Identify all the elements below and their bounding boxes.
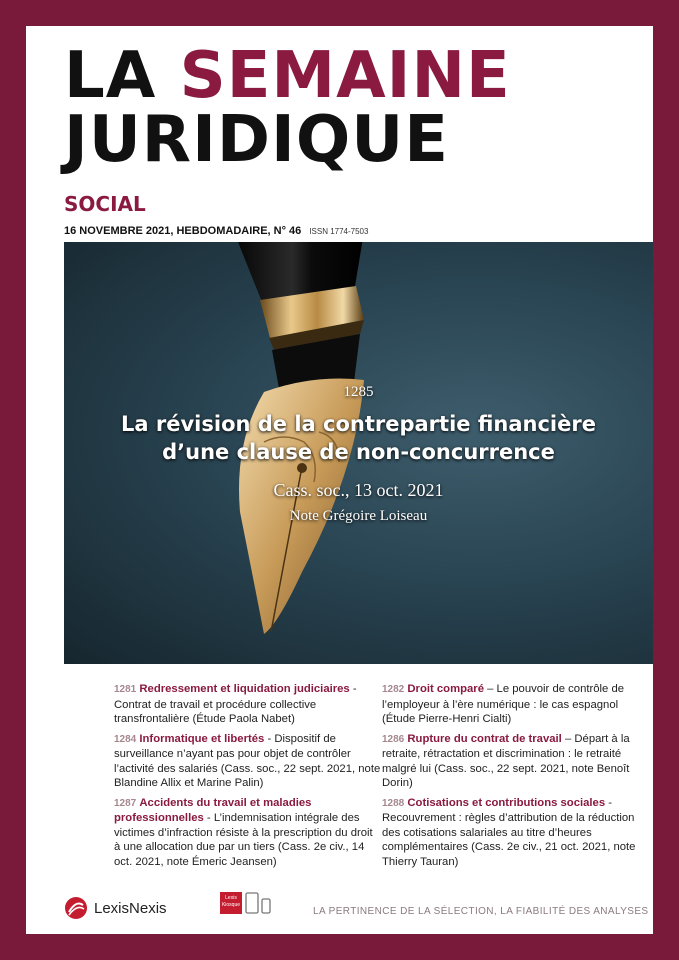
kiosque-label-2: Kiosque	[221, 902, 241, 908]
section-label: SOCIAL	[64, 192, 146, 216]
toc-entry[interactable]	[114, 796, 382, 870]
phone-icon	[261, 898, 271, 914]
toc-entry[interactable]	[382, 682, 636, 727]
toc-number: 1286	[382, 733, 405, 745]
lexisnexis-logo-icon	[64, 896, 88, 920]
masthead-word-juridique: JURIDIQUE	[64, 103, 449, 177]
toc-number: 1281	[114, 684, 137, 695]
toc-heading: Cotisations et contributions sociales	[407, 796, 606, 809]
toc-number: 1282	[382, 684, 405, 695]
masthead-word-la: LA	[64, 39, 180, 113]
toc-text: - Dispositif de surveillance n’ayant pas pour objet de contrôler l’activité des salariés (Cass. soc., 22 sept. 2021, note Blandine Allix et Marine Palin)	[114, 732, 381, 789]
toc-text: - Contrat de travail et procédure collective transfrontalière (Étude Paola Nabet)	[114, 683, 357, 725]
toc-number: 1284	[114, 733, 137, 745]
toc-left-column	[114, 682, 382, 874]
kiosque-badge	[220, 892, 242, 914]
cover-story-title-line-2: d’une clause de non-concurrence	[162, 440, 555, 464]
toc-heading: Droit comparé	[407, 683, 484, 695]
cover-story-note: Note Grégoire Loiseau	[289, 508, 428, 524]
toc-heading: Accidents du travail et maladies professionnelles	[114, 796, 312, 824]
issn: ISSN 1774-7503	[309, 227, 369, 236]
toc-text: – Départ à la retraite, rétractation et discrimination : le retraité malgré lui (Cass. soc., 22 sept. 2021, note Benoît Dorin)	[382, 732, 630, 789]
toc-text: – Le pouvoir de contrôle de l’employeur à l’ère numérique : le cas espagnol (Étude Pierre-Henri Cialti)	[382, 683, 625, 725]
toc-heading: Rupture du contrat de travail	[407, 732, 562, 745]
kiosque-label-1: Lexis	[225, 895, 237, 901]
cover-story-citation: Cass. soc., 13 oct. 2021	[273, 480, 444, 500]
cover-story-title-line-1: La révision de la contrepartie financière	[121, 412, 596, 436]
masthead	[64, 39, 511, 177]
toc-entry[interactable]	[382, 732, 636, 791]
cover-story-number: 1285	[343, 384, 374, 400]
toc-heading: Informatique et libertés	[139, 732, 265, 745]
masthead-word-semaine: SEMAINE	[179, 39, 511, 113]
toc-text: - Recouvrement : règles d’attribution de la réduction des cotisations salariales au titre d’heures complémentaires (Cass. 2e civ., 21 oct. 2021, note Thierry Tauran)	[382, 796, 636, 868]
masthead-line-1	[64, 39, 511, 113]
footer-tagline: LA PERTINENCE DE LA SÉLECTION, LA FIABILITÉ DES ANALYSES	[313, 906, 649, 917]
toc-entry[interactable]	[382, 796, 636, 870]
toc-right-column	[382, 682, 636, 874]
cover-page	[26, 26, 653, 934]
lexisnexis-brand: LexisNexis	[94, 899, 167, 917]
toc-text: - L’indemnisation intégrale des victimes d’infraction résiste à la prescription du droit à une allocation due par un tiers (Cass. 2e civ., 14 oct. 2021, note Émeric Jeansen)	[114, 812, 373, 868]
cover-image	[64, 242, 653, 664]
toc-heading: Redressement et liquidation judiciaires	[139, 683, 350, 695]
issue-info: 16 NOVEMBRE 2021, HEBDOMADAIRE, N° 46	[64, 225, 302, 237]
issue-line	[64, 225, 368, 237]
toc-entry[interactable]	[114, 732, 382, 791]
toc-entry[interactable]	[114, 682, 382, 727]
toc-number: 1287	[114, 797, 137, 809]
tablet-icon	[245, 892, 259, 914]
toc-number: 1288	[382, 797, 405, 809]
lexisnexis-logo[interactable]	[64, 896, 167, 920]
lexis-kiosque-logo[interactable]	[220, 892, 271, 914]
cover-story-title	[64, 410, 653, 466]
